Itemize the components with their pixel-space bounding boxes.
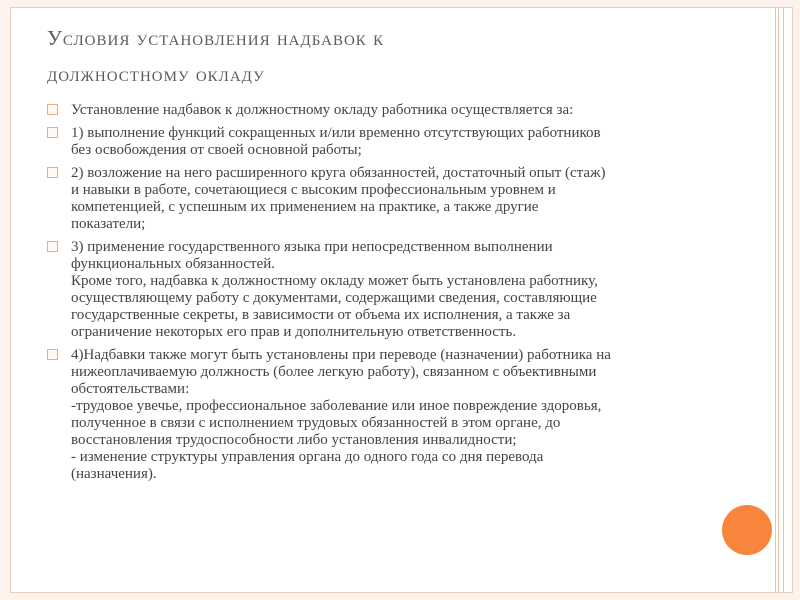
item-line: (назначения).	[71, 466, 157, 482]
item-line: - изменение структуры управления органа до одного года со дня перевода	[71, 449, 544, 465]
list-item	[47, 239, 747, 341]
item-line: нижеоплачиваемую должность (более легкую работу), связанном с объективными	[71, 364, 597, 380]
item-line: без освобождения от своей основной работы;	[71, 142, 362, 158]
square-bullet-icon	[47, 241, 58, 252]
decorative-line	[778, 8, 779, 592]
item-line: 4)Надбавки также могут быть установлены при переводе (назначении) работника на	[71, 347, 611, 363]
item-line: восстановления трудоспособности либо установления инвалидности;	[71, 432, 517, 448]
item-line: 2) возложение на него расширенного круга обязанностей, достаточный опыт (стаж)	[71, 165, 606, 181]
list-item	[47, 102, 747, 119]
square-bullet-icon	[47, 167, 58, 178]
item-line: показатели;	[71, 216, 146, 232]
item-line: 1) выполнение функций сокращенных и/или временно отсутствующих работников	[71, 125, 601, 141]
list-item	[47, 347, 747, 483]
item-line: Установление надбавок к должностному окладу работника осуществляется за:	[71, 102, 574, 118]
decorative-line	[775, 8, 776, 592]
slide	[10, 7, 793, 593]
slide-title	[47, 20, 747, 92]
item-line: Кроме того, надбавка к должностному окладу может быть установлена работнику,	[71, 273, 598, 289]
square-bullet-icon	[47, 127, 58, 138]
list-item	[47, 125, 747, 159]
item-line: государственные секреты, в зависимости от объема их исполнения, а также за	[71, 307, 571, 323]
title-line: должностному окладу	[47, 62, 265, 86]
item-line: обстоятельствами:	[71, 381, 190, 397]
list-item	[47, 165, 747, 233]
item-line: функциональных обязанностей.	[71, 256, 276, 272]
decorative-circle	[722, 505, 772, 555]
item-line: и навыки в работе, сочетающиеся с высоким профессиональным уровнем и	[71, 182, 556, 198]
title-line: Условия установления надбавок к	[47, 26, 385, 50]
item-line: компетенцией, с успешным их применением на практике, а также другие	[71, 199, 539, 215]
item-line: -трудовое увечье, профессиональное заболевание или иное повреждение здоровья,	[71, 398, 602, 414]
square-bullet-icon	[47, 104, 58, 115]
item-line: полученное в связи с исполнением трудовых обязанностей в этом органе, до	[71, 415, 561, 431]
item-line: 3) применение государственного языка при непосредственном выполнении	[71, 239, 553, 255]
item-line: ограничение некоторых его прав и дополнительную ответственность.	[71, 324, 517, 340]
content-list	[47, 102, 747, 489]
square-bullet-icon	[47, 349, 58, 360]
decorative-line	[783, 8, 784, 592]
item-line: осуществляющему работу с документами, содержащими сведения, составляющие	[71, 290, 597, 306]
